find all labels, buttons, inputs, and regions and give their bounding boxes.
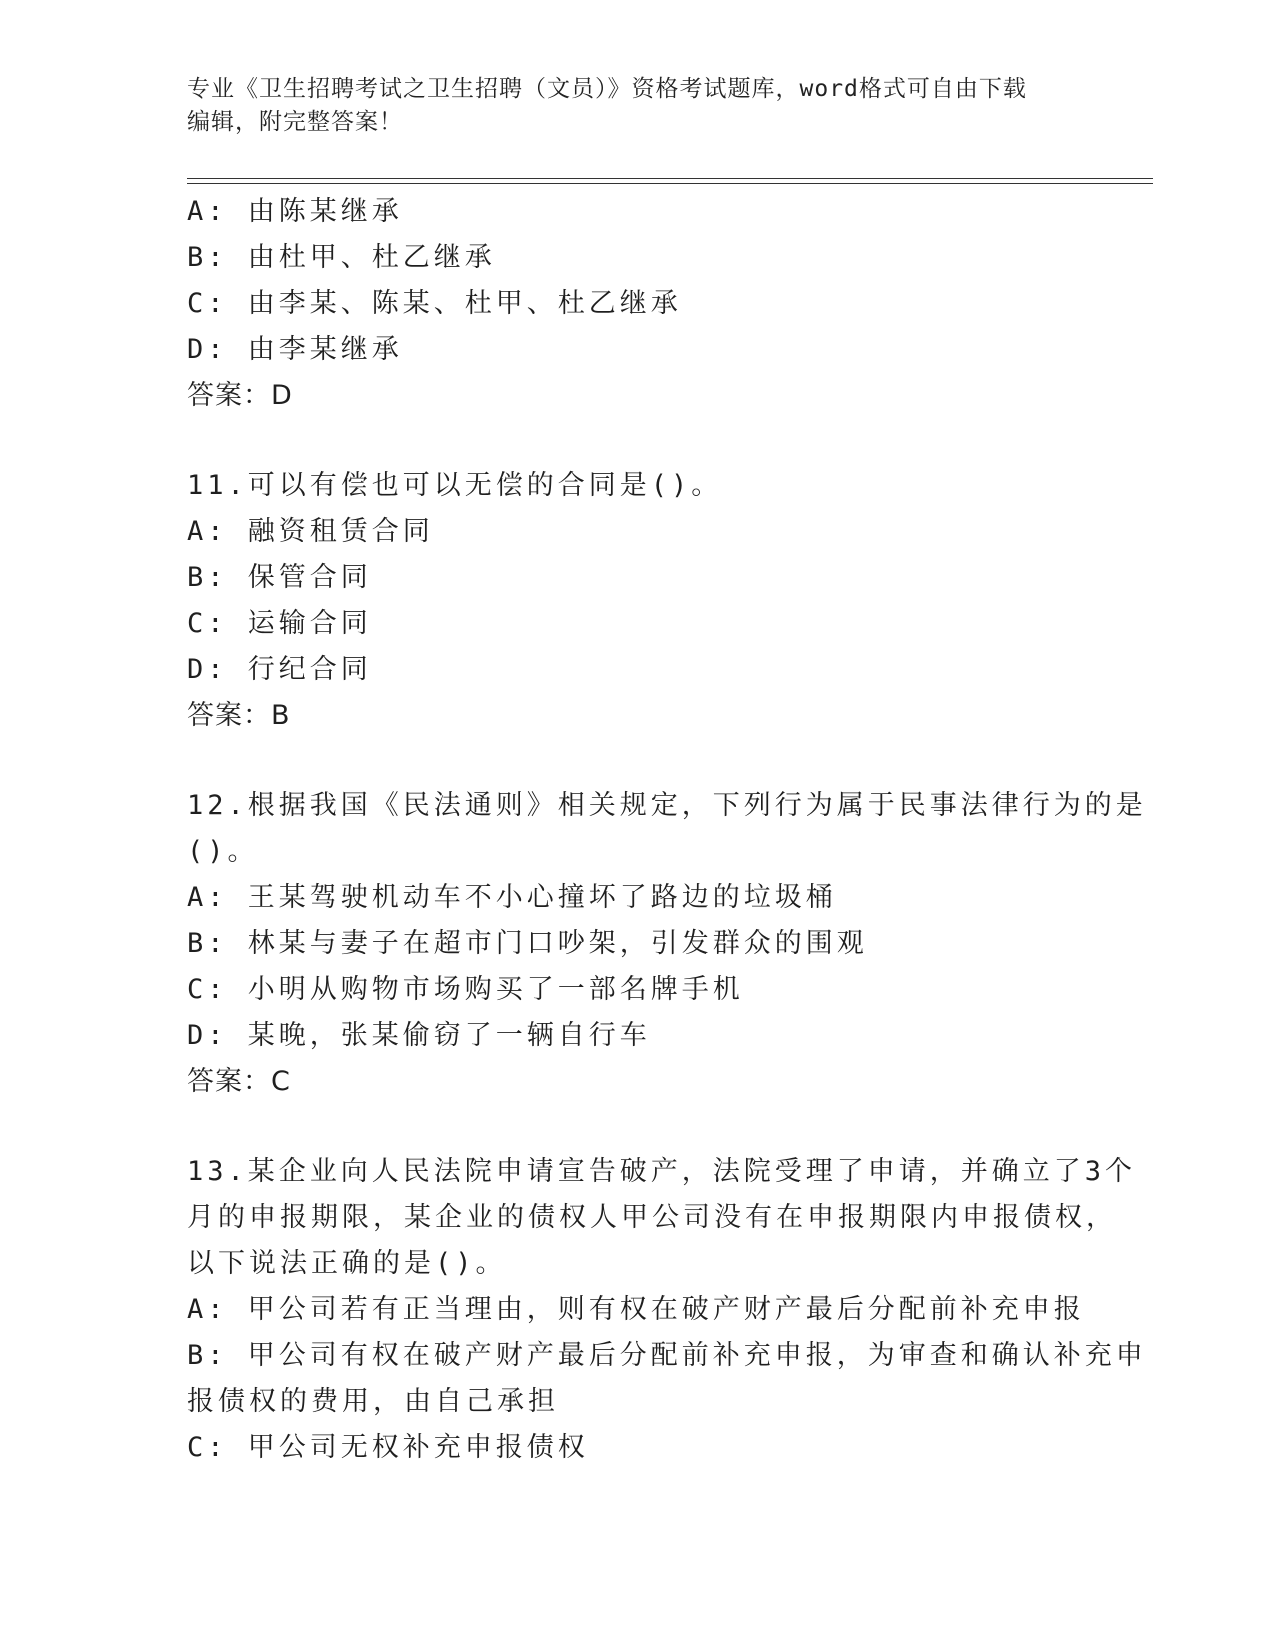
question-stem: 11.可以有偿也可以无偿的合同是()。 <box>187 470 723 501</box>
question-stem-line-3: 以下说法正确的是()。 <box>187 1248 507 1279</box>
option-d: D: 某晚，张某偷窃了一辆自行车 <box>187 1020 651 1051</box>
question-stem-line-2: ()。 <box>187 836 259 867</box>
question-13 <box>187 1149 1147 1471</box>
option-c: C: 运输合同 <box>187 608 372 639</box>
option-b: B: 由杜甲、杜乙继承 <box>187 242 496 273</box>
question-stem-line-1: 12.根据我国《民法通则》相关规定，下列行为属于民事法律行为的是 <box>187 790 1147 821</box>
question-11 <box>187 463 1087 739</box>
document-header <box>187 73 1087 139</box>
option-b: B: 保管合同 <box>187 562 372 593</box>
option-a: A: 融资租赁合同 <box>187 516 434 547</box>
question-list <box>187 189 1147 1471</box>
option-c: C: 小明从购物市场购买了一部名牌手机 <box>187 974 744 1005</box>
header-divider-bottom <box>187 183 1153 184</box>
option-a: A: 王某驾驶机动车不小心撞坏了路边的垃圾桶 <box>187 882 837 913</box>
header-divider-top <box>187 178 1153 179</box>
header-line-2: 编辑，附完整答案！ <box>187 109 403 135</box>
option-b-line-1: B: 甲公司有权在破产财产最后分配前补充申报，为审查和确认补充申 <box>187 1340 1147 1371</box>
spacer <box>187 419 1087 463</box>
answer: 答案：D <box>187 380 293 411</box>
question-stem-line-2: 月的申报期限，某企业的债权人甲公司没有在申报期限内申报债权， <box>187 1202 1117 1233</box>
option-c: C: 甲公司无权补充申报债权 <box>187 1432 589 1463</box>
question-stem-line-1: 13.某企业向人民法院申请宣告破产，法院受理了申请，并确立了3个 <box>187 1156 1137 1187</box>
header-line-1: 专业《卫生招聘考试之卫生招聘（文员）》资格考试题库，word格式可自由下载 <box>187 76 1027 102</box>
spacer <box>187 739 1087 783</box>
answer: 答案：C <box>187 1066 291 1097</box>
question-10 <box>187 189 1087 419</box>
option-a: A: 甲公司若有正当理由，则有权在破产财产最后分配前补充申报 <box>187 1294 1085 1325</box>
answer: 答案：B <box>187 700 291 731</box>
option-a: A: 由陈某继承 <box>187 196 403 227</box>
question-12 <box>187 783 1147 1105</box>
option-b: B: 林某与妻子在超市门口吵架，引发群众的围观 <box>187 928 868 959</box>
option-b-line-2: 报债权的费用，由自己承担 <box>187 1386 559 1417</box>
spacer <box>187 1105 1087 1149</box>
option-d: D: 行纪合同 <box>187 654 372 685</box>
option-c: C: 由李某、陈某、杜甲、杜乙继承 <box>187 288 682 319</box>
option-d: D: 由李某继承 <box>187 334 403 365</box>
